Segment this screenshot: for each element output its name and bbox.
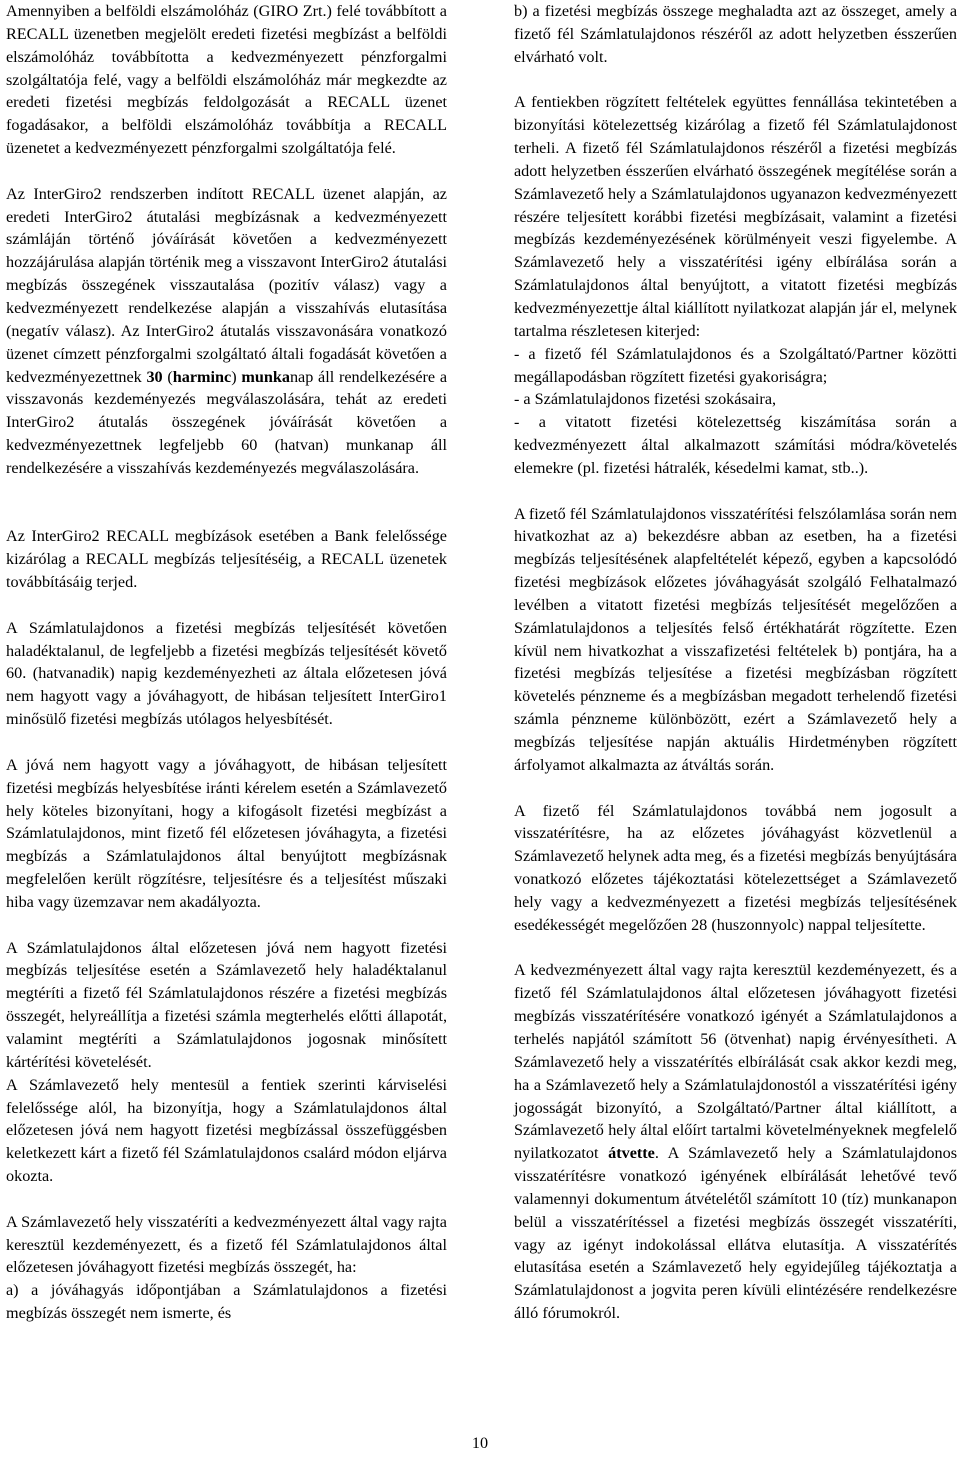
paragraph: A Számlavezető hely visszatéríti a kedvezményezett által vagy rajta keresztül kezdeményezett, és a fizető fél Számlatulajdonos által előzetesen jóváhagyott fizetési megbízás összegét, ha: bbox=[6, 1212, 447, 1277]
text-run: Az InterGiro2 rendszerben indított RECALL üzenet alapján, az eredeti InterGiro2 átutalási megbízásnak a kedvezményezett számláján történő jóváírását követően a kedvezményezett hozzájárulása alapján történik meg a visszavont InterGiro2 átutalási megbízás összegének visszautalása (pozitív válasz) vagy a kedvezményezett rendelkezése alapján a visszahívás elutasítása (negatív válasz). Az InterGiro2 átutalás visszavonására vonatkozó üzenet címzett pénzforgalmi szolgáltató általi fogadását követően a kedvezményezettnek bbox=[6, 184, 447, 386]
paragraph: A fentiekben rögzített feltételek együttes fennállása tekintetében a bizonyítási kötelezettség kizárólag a fizető fél Számlatulajdonost terheli. A fizető fél Számlatulajdonos részéről a fizetési megbízás adott helyzetben ésszerűen elvárható összegének megítélése során a Számlavezető hely a Számlatulajdonos ugyanazon kedvezményezett részére teljesített korábbi fizetési megbízásait, valamint a fizetési megbízás kezdeményezésének körülményeit veszi figyelembe. A Számlavezető hely a visszatérítési igény elbírálása során a Számlatulajdonos által benyújtott, a vitatott fizetési megbízás kedvezményezettje által kiállított nyilatkozat alapján jár el, melynek tartalma részletesen kiterjed: bbox=[514, 93, 957, 340]
paragraph: A Számlatulajdonos által előzetesen jóvá nem hagyott fizetési megbízás teljesítése esetén a Számlavezető hely haladéktalanul megtéríti a fizető fél Számlatulajdonos részére a fizetési megbízás összegét, helyreállítja a fizetési számla megterhelés előtti állapotát, valamint megtéríti a Számlatulajdonos jogosnak minősített kártérítési követelését. bbox=[6, 938, 447, 1071]
bold-text: 30 bbox=[146, 367, 163, 386]
paragraph: A fizető fél Számlatulajdonos továbbá nem jogosult a visszatérítésre, ha az előzetes jóváhagyást közvetlenül a Számlavezető helynek adta meg, és a fizetési megbízás benyújtására vonatkozó előzetes tájékoztatási kötelezettséget a Számlavezető hely vagy a kedvezményezett a fizetési megbízás teljesítésének esedékességét megelőzően 28 (huszonnyolc) nappal teljesítette. bbox=[514, 801, 957, 934]
list-item: - a fizető fél Számlatulajdonos és a Szolgáltató/Partner közötti megállapodásban rögzített fizetési gyakoriságra; bbox=[514, 344, 957, 386]
page-number: 10 bbox=[471, 1434, 489, 1452]
paragraph: b) a fizetési megbízás összege meghaladta azt az összeget, amely a fizető fél Számlatulajdonos részéről az adott helyzetben ésszerűen elvárható volt. bbox=[514, 2, 957, 66]
text-run: A kedvezményezett által vagy rajta keresztül kezdeményezett, és a fizető fél Számlatulajdonos által előzetesen jóváhagyott fizetési megbízás visszatérítésére vonatkozó igényét a Számlatulajdonos a terhelés napjától számított 56 (ötvenhat) napig érvényesítheti. A Számlavezető hely a visszatérítés elbírálását csak akkor kezdi meg, ha a Számlavezető hely a Számlatulajdonostól a visszatérítési igény jogosságát bizonyító, a Szolgáltató/Partner által kiállított, a Számlavezető hely által előírt tartalmi követelményeknek megfelelő nyilatkozatot bbox=[514, 961, 957, 1163]
paragraph: Az InterGiro2 RECALL megbízások esetében a Bank felelőssége kizárólag a RECALL megbízás teljesítéséig, a RECALL üzenetek továbbításáig terjed. bbox=[6, 527, 447, 592]
text-run: nap áll rendelkezésére a visszavonás kezdeményezés megválaszolására, tehát az eredeti InterGiro2 átutalás összegének jóváírását követően a kedvezményezettnek legfeljebb 60 (hatvan) munkanap áll rendelkezésére a visszahívás kezdeményezés megválaszolására. bbox=[6, 367, 448, 477]
paragraph: A jóvá nem hagyott vagy a jóváhagyott, de hibásan teljesített fizetési megbízás helyesbítése iránti kérelem esetén a Számlavezető hely köteles bizonyítani, hogy a kifogásolt fizetési megbízást a Számlatulajdonos, mint fizető fél előzetesen jóváhagyta, a fizetési megbízás a Számlatulajdonos által benyújtott megbízásnak megfelelően került rögzítésre, teljesítésre és a teljesítést műszaki hiba vagy üzemzavar nem akadályozta. bbox=[6, 755, 447, 911]
bold-text: átvette bbox=[608, 1144, 655, 1163]
paragraph: A fizető fél Számlatulajdonos visszatérítési felszólamlása során nem hivatkozhat az a) bekezdésre abban az esetben, ha a fizetési megbízás teljesítésének alapfeltételét képező, egyben a kapcsolódó fizetési megbízások előzetes jóváhagyását szolgáló Felhatalmazó levélben a vitatott fizetési megbízás teljesítését megelőzően a Számlatulajdonos a teljesítés felső értékhatárát rögzítette. Ezen kívül nem hivatkozhat a visszafizetési feltételek b) pontjára, ha a fizetési megbízás teljesítése a fizetési megbízásban rögzített követelés pénzneme és a megbízásban megadott terhelendő fizetési számla pénzneme különbözött, ezért a Számlavezető hely a megbízás teljesítése napján aktuális Hirdetményben rögzített árfolyamot alkalmazta az átváltás során. bbox=[514, 504, 957, 774]
right-column bbox=[514, 0, 957, 1325]
text-run: ( bbox=[162, 367, 173, 386]
list-item: - a Számlatulajdonos fizetési szokásaira, bbox=[514, 390, 777, 409]
paragraph: A Számlatulajdonos a fizetési megbízás teljesítését követően haladéktalanul, de legfeljebb a fizetési megbízás teljesítését követő 60. (hatvanadik) napig kezdeményezheti az általa előzetesen jóvá nem hagyott vagy a jóváhagyott, de hibásan teljesített InterGiro1 minősülő fizetési megbízás utólagos helyesbítését. bbox=[6, 618, 447, 729]
left-column bbox=[6, 0, 447, 1325]
bold-text: harminc bbox=[172, 367, 232, 386]
bold-text: munka bbox=[241, 367, 290, 386]
list-item: - a vitatott fizetési kötelezettség kiszámítása során a kedvezményezett által alkalmazott számítási módra/követelés elemekre (pl. fizetési hátralék, késedelmi kamat, stb..). bbox=[514, 413, 957, 477]
paragraph bbox=[6, 183, 447, 480]
text-run: . A Számlavezető hely a Számlatulajdonos visszatérítésre vonatkozó igényének elbírálását lehetővé tevő valamennyi dokumentum átvételétől számított 10 (tíz) munkanapon belül a visszatérítéssel a fizetési megbízás összegét visszatéríti, vagy az igényt indokolással ellátva elutasítja. A visszatérítés elutasítása esetén a Számlavezető hely egyidejűleg tájékoztatja a Számlatulajdonost a jogvita peren kívüli elintézésére rendelkezésre álló fórumokról. bbox=[514, 1144, 957, 1323]
paragraph: Amennyiben a belföldi elszámolóház (GIRO Zrt.) felé továbbított a RECALL üzenetben megjelölt eredeti fizetési megbízást a belföldi elszámolóház továbbította a kedvezményezett pénzforgalmi szolgáltatója felé, vagy a belföldi elszámolóház már megkezdte az eredeti fizetési megbízás feldolgozását a RECALL üzenet fogadásakor, a belföldi elszámolóház továbbítja a RECALL üzenetet a kedvezményezett pénzforgalmi szolgáltatója felé. bbox=[6, 2, 447, 158]
text-run: ) bbox=[231, 367, 242, 386]
paragraph: a) a jóváhagyás időpontjában a Számlatulajdonos a fizetési megbízás összegét nem ismerte, és bbox=[6, 1281, 447, 1323]
paragraph bbox=[514, 959, 957, 1325]
paragraph: A Számlavezető hely mentesül a fentiek szerinti kárviselési felelőssége alól, ha bizonyítja, hogy a Számlatulajdonos által előzetesen jóvá nem hagyott fizetési megbízással összefüggésben keletkezett kárt a fizető fél Számlatulajdonos csalárd módon eljárva okozta. bbox=[6, 1075, 447, 1186]
